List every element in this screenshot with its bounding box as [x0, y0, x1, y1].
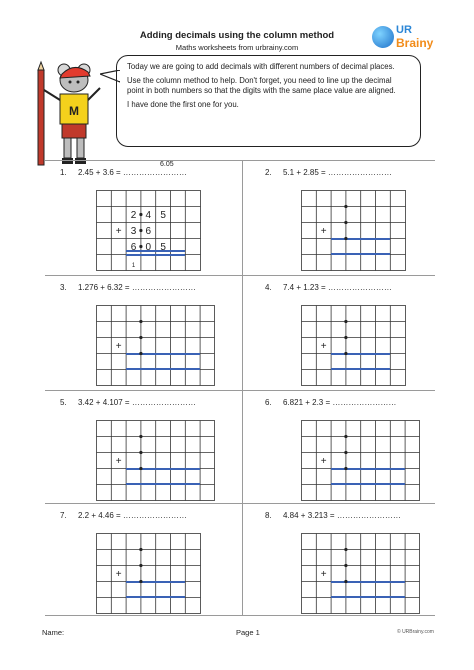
- question-number: 2.: [265, 168, 272, 177]
- page-subtitle: Maths worksheets from urbrainy.com: [175, 43, 299, 52]
- plus-sign: +: [115, 226, 122, 237]
- question-label: [265, 511, 401, 520]
- instruction-text-3: I have done the first one for you.: [127, 100, 239, 109]
- question-text: 1.276 + 6.32 = ……………………: [78, 283, 196, 292]
- question-number: 1.: [60, 168, 67, 177]
- question-3: [60, 283, 255, 393]
- instruction-text-2: Use the column method to help. Don't forget, you need to line up the decimal point in both numbers so that the digits with the same place value are aligned.: [127, 76, 396, 95]
- logo-text-ur: UR: [396, 24, 412, 36]
- question-label: [60, 511, 187, 520]
- instruction-text-1: Today we are going to add decimals with different numbers of decimal places.: [127, 62, 395, 71]
- plus-sign: +: [115, 569, 122, 580]
- question-label: [60, 283, 196, 292]
- plus-sign: +: [320, 341, 327, 352]
- header: [0, 0, 474, 60]
- question-7: [60, 511, 255, 621]
- column-grid: [96, 190, 201, 272]
- question-number: 8.: [265, 511, 272, 520]
- question-text: 5.1 + 2.85 = ……………………: [283, 168, 392, 177]
- question-text: 3.42 + 4.107 = ……………………: [78, 398, 196, 407]
- column-grid: [301, 420, 421, 502]
- row-divider: [45, 160, 435, 161]
- question-label: [265, 398, 396, 407]
- question-5: [60, 398, 255, 508]
- instruction-bubble: [116, 55, 421, 147]
- question-number: 3.: [60, 283, 67, 292]
- plus-sign: +: [115, 456, 122, 467]
- digit: 5: [160, 242, 166, 253]
- carry-digit: 1: [131, 263, 136, 269]
- page-number: Page 1: [236, 628, 260, 637]
- question-2: [265, 168, 460, 278]
- column-grid: [301, 305, 406, 387]
- question-number: 4.: [265, 283, 272, 292]
- question-label: [265, 283, 392, 292]
- question-number: 6.: [265, 398, 272, 407]
- digit: 6: [145, 226, 152, 237]
- logo-text-brainy: Brainy: [396, 36, 434, 50]
- svg-text:M: M: [69, 104, 79, 118]
- digit: 3: [130, 226, 137, 237]
- question-6: [265, 398, 460, 508]
- digit: 2: [130, 210, 137, 221]
- globe-icon: [372, 26, 394, 48]
- question-text: 2.45 + 3.6 = ……………………: [78, 168, 187, 177]
- column-grid: [96, 420, 216, 502]
- name-label: Name:: [42, 628, 65, 637]
- plus-sign: +: [115, 341, 122, 352]
- digit: 5: [160, 210, 166, 221]
- question-1: [60, 161, 255, 278]
- plus-sign: +: [320, 456, 327, 467]
- column-grid: [96, 533, 201, 615]
- page-title: Adding decimals using the column method: [139, 30, 335, 41]
- digit: 6: [130, 242, 137, 253]
- question-4: [265, 283, 460, 393]
- answer-text: 6.05: [160, 161, 174, 168]
- digit: 4: [145, 210, 152, 221]
- question-label: [265, 168, 392, 177]
- column-grid: [301, 190, 406, 272]
- question-text: 2.2 + 4.46 = ……………………: [78, 511, 187, 520]
- question-text: 6.821 + 2.3 = ……………………: [283, 398, 397, 407]
- column-grid: [96, 305, 216, 387]
- copyright: © URBrainy.com: [397, 629, 434, 635]
- plus-sign: +: [320, 569, 327, 580]
- question-text: 4.84 + 3.213 = ……………………: [283, 511, 401, 520]
- question-number: 7.: [60, 511, 67, 520]
- digit: 0: [145, 242, 152, 253]
- column-grid: [301, 533, 421, 615]
- question-number: 5.: [60, 398, 67, 407]
- question-text: 7.4 + 1.23 = ……………………: [283, 283, 392, 292]
- question-8: [265, 511, 460, 621]
- plus-sign: +: [320, 226, 327, 237]
- mouse-mascot-icon: [30, 60, 108, 170]
- question-label: [60, 161, 187, 177]
- question-label: [60, 398, 196, 407]
